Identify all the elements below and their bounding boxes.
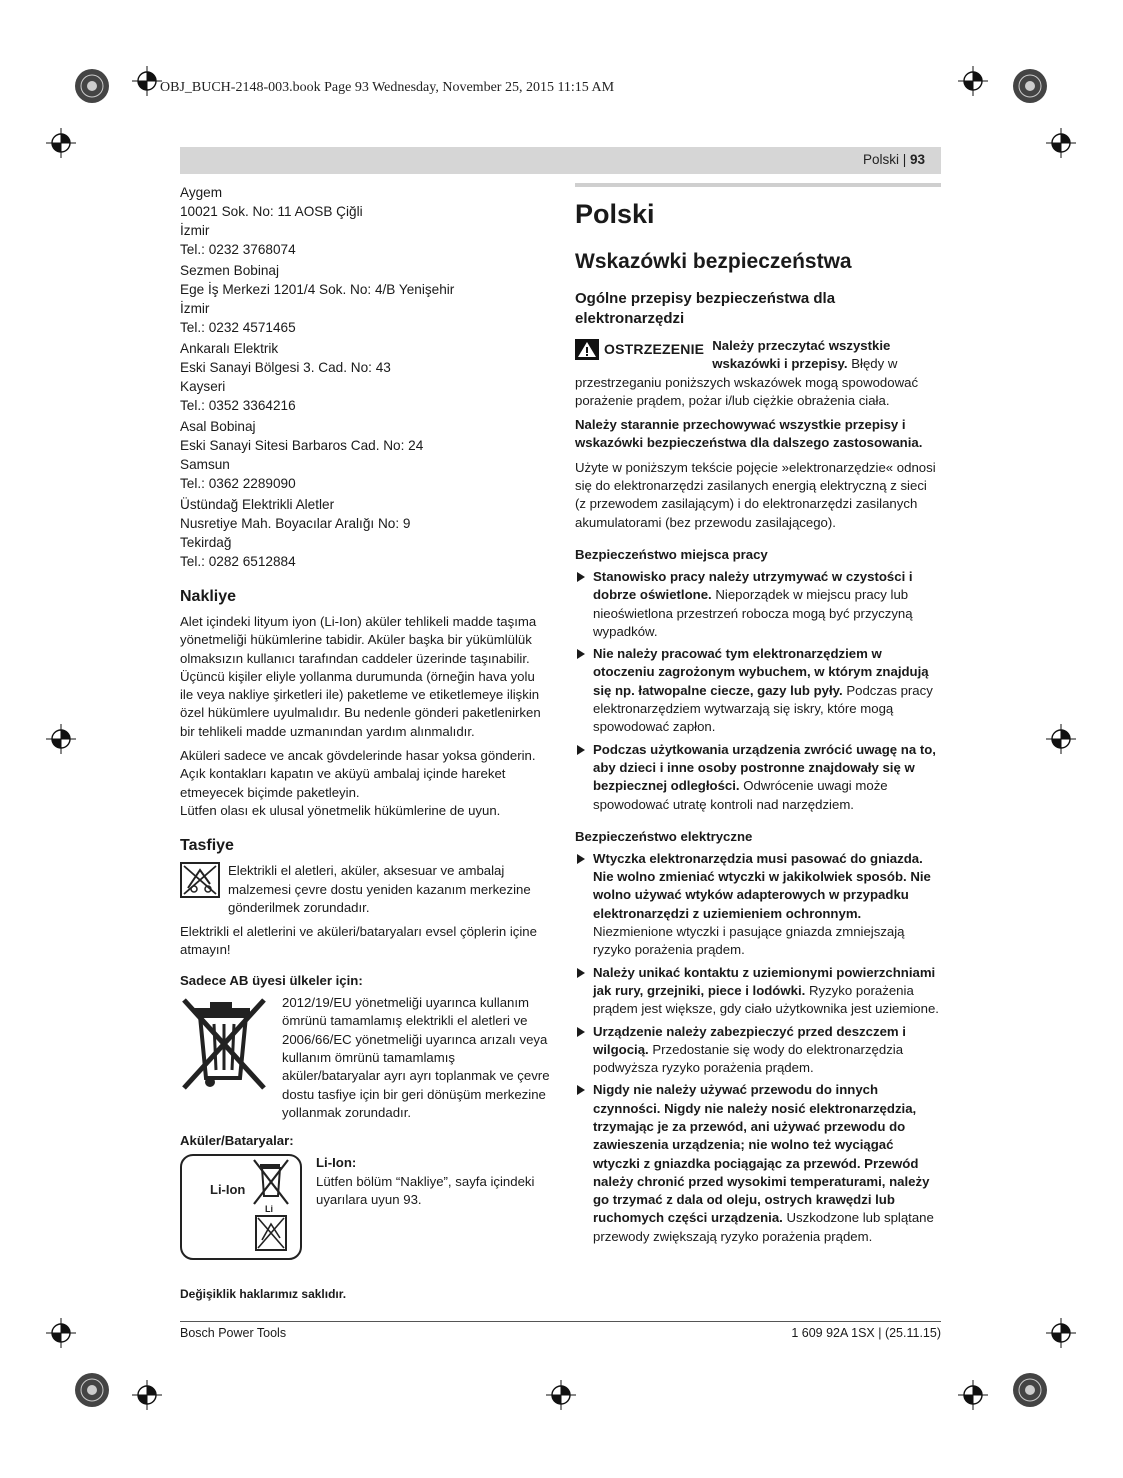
- warning-label: [575, 339, 704, 360]
- address-line: İzmir: [180, 223, 210, 238]
- registration-rosette-icon: [1012, 68, 1048, 104]
- crosshair-icon: [46, 724, 76, 754]
- warning-bold: Należy przeczytać wszystkie wskazówki i przepisy.: [712, 338, 891, 372]
- language-title: Polski: [575, 199, 655, 229]
- footer-right: 1 609 92A 1SX | (25.11.15): [791, 1326, 941, 1340]
- bullet-arrow-icon: [577, 572, 585, 582]
- safety-item-text: Uszkodzone lub splątane przewody zwiększają ryzyko porażenia prądem.: [593, 1210, 934, 1244]
- warning-word: OSTRZEZENIE: [604, 341, 705, 358]
- header-separator: |: [898, 152, 910, 167]
- header-section: Polski: [862, 152, 899, 167]
- warning-paragraph: [575, 337, 941, 410]
- registration-rosette-icon: [74, 68, 110, 104]
- crosshair-icon: [46, 128, 76, 158]
- page-number: 93: [909, 152, 925, 167]
- address-line: Tel.: 0352 3364216: [180, 398, 296, 413]
- footer-rule: [180, 1321, 941, 1322]
- address-line: Samsun: [180, 457, 230, 472]
- address-line: Aygem: [180, 185, 223, 200]
- address-line: Asal Bobinaj: [180, 419, 256, 434]
- address-line: Ege İş Merkezi 1201/4 Sok. No: 4/B Yenişehir: [180, 282, 455, 297]
- bullet-arrow-icon: [577, 968, 585, 978]
- li-ion-icon-label: Li-Ion: [210, 1182, 246, 1198]
- li-ion-icon: [180, 1154, 302, 1265]
- battery-row: [180, 1154, 550, 1265]
- bullet-arrow-icon: [577, 1027, 585, 1037]
- safety-item-bold: Nigdy nie należy używać przewodu do innych czynności. Nigdy nie należy nosić elektronarzędzia, trzymając je za przewód, ani używać przewodu do zawieszenia urządzenia; nie wolno też wyciągać wtyczki z gniazdka pociągając za przewód. Przewód należy chronić przed wysokimi temperaturami, należy go trzymać z dala od oleju, ostrych krawędzi lub ruchomych części urządzenia.: [593, 1082, 930, 1226]
- page-header-bar: [180, 147, 941, 174]
- tasfiye-p2: Elektrikli el aletlerini ve aküleri/bataryaları evsel çöplerin içine atmayın!: [180, 924, 537, 958]
- address-list: [180, 183, 550, 571]
- safety-item-bold: Nie należy pracować tym elektronarzędziem w otoczeniu zagrożonym wybuchem, w którym znajdują się np. łatwopalne ciecze, gazy lub pyły.: [593, 646, 929, 698]
- safety-item: [575, 645, 941, 736]
- address-line: Tel.: 0362 2289090: [180, 476, 296, 491]
- safety-item: [575, 1023, 941, 1078]
- address-line: Tekirdağ: [180, 535, 232, 550]
- address-line: Ankaralı Elektrik: [180, 341, 279, 356]
- crosshair-icon: [46, 1318, 76, 1348]
- sub-heading: Ogólne przepisy bezpieczeństwa dla elektronarzędzi: [575, 290, 836, 327]
- address-line: Eski Sanayi Sitesi Barbaros Cad. No: 24: [180, 438, 424, 453]
- battery-heading: Aküler/Bataryalar:: [180, 1133, 294, 1149]
- recycling-icon: [180, 862, 220, 917]
- address-line: Tel.: 0232 3768074: [180, 242, 296, 257]
- crosshair-icon: [1046, 1318, 1076, 1348]
- address-block: [180, 183, 550, 259]
- footnote: Değişiklik haklarımız saklıdır.: [180, 1287, 347, 1301]
- safety-item-text: Przedostanie się wody do elektronarzędzia podwyższa ryzyko porażenia prądem.: [593, 1041, 904, 1076]
- eu-row: [180, 994, 550, 1122]
- safety-item-bold: Podczas użytkowania urządzenia zwrócić uwagę na to, aby dzieci i inne osoby postronne znajdowały się w bezpiecznej odległości.: [593, 741, 936, 794]
- address-line: Tel.: 0232 4571465: [180, 320, 296, 335]
- address-block: [180, 495, 550, 571]
- address-line: 10021 Sok. No: 11 AOSB Çiğli: [180, 204, 363, 219]
- address-block: [180, 261, 550, 337]
- bullet-arrow-icon: [577, 745, 585, 755]
- bullet-arrow-icon: [577, 854, 585, 864]
- safety-item: [575, 741, 941, 814]
- left-column: [180, 183, 550, 1265]
- address-block: [180, 417, 550, 493]
- address-line: Nusretiye Mah. Boyacılar Aralığı No: 9: [180, 516, 411, 531]
- right-column: [575, 183, 941, 1250]
- crosshair-icon: [546, 1380, 576, 1410]
- address-block: [180, 339, 550, 415]
- crosshair-icon: [132, 66, 162, 96]
- safety-item: [575, 964, 941, 1019]
- tasfiye-p1: Elektrikli el aletleri, aküler, aksesuar ve ambalaj malzemesi çevre dostu yeniden kazanım merkezine gönderilmek zorundadır.: [228, 863, 531, 915]
- safety-item: [575, 1081, 941, 1246]
- crosshair-icon: [958, 66, 988, 96]
- address-line: İzmir: [180, 301, 210, 316]
- safety-item: [575, 568, 941, 641]
- safety-item: [575, 850, 941, 960]
- address-line: Sezmen Bobinaj: [180, 263, 279, 278]
- address-line: Eski Sanayi Bölgesi 3. Cad. No: 43: [180, 360, 391, 375]
- bullet-arrow-icon: [577, 1085, 585, 1095]
- footer-left: Bosch Power Tools: [180, 1326, 287, 1340]
- crosshair-icon: [132, 1380, 162, 1410]
- li-icon-label: Li: [265, 1204, 273, 1215]
- electrical-heading: Bezpieczeństwo elektryczne: [575, 828, 753, 844]
- li-ion-text: Lütfen bölüm “Nakliye”, sayfa içindeki uyarılara uyun 93.: [316, 1173, 535, 1208]
- warning-text: Błędy w przestrzeganiu poniższych wskazówek mogą spowodować porażenie prądem, pożar i/lub ciężkie obrażenia ciała.: [575, 356, 919, 408]
- safety-item-text: Podczas pracy elektronarzędziem wytwarzają się iskry, które mogą spowodować zapłon.: [593, 682, 933, 735]
- li-ion-text-block: [316, 1154, 550, 1265]
- keep-instructions: Należy starannie przechowywać wszystkie przepisy i wskazówki bezpieczeństwa dla dalszego zastosowania.: [575, 417, 923, 451]
- nakliye-p1: Alet içindeki lityum iyon (Li-Ion) aküler tehlikeli madde taşıma yönetmeliği hükümlerine tabidir. Aküler başka bir yükümlülük olmaksızın kullanıcı tarafından caddeler üzerinde taşınabilir. Üçüncü kişiler eliyle yollanma durumunda (örneğin hava yolu ile veya nakliye şirketleri ile) paketleme ve etiketlemeye ilişkin özel hükümlere uyulmalıdır. Bu nedenle gönderi paketlenirken bir tehlikeli madde uzmanından yardım alınmalıdır.: [180, 614, 541, 739]
- crossed-bin-icon: [180, 994, 268, 1122]
- safety-item-bold: Należy unikać kontaktu z uziemionymi powierzchniami jak rury, grzejniki, piece i lodówki.: [593, 964, 936, 998]
- warning-triangle-icon: [575, 339, 599, 360]
- title-rule: [575, 183, 941, 187]
- crosshair-icon: [958, 1380, 988, 1410]
- safety-item-text: Nieporządek w miejscu pracy lub nieoświetlona przestrzeń robocza mogą być przyczyną wypadków.: [593, 587, 913, 639]
- eu-text: 2012/19/EU yönetmeliği uyarınca kullanım ömrünü tamamlamış elektrikli el aletleri ve 2006/66/EC yönetmeliği uyarınca arızalı veya kullanım ömrünü tamamlamış aküler/bataryalar ayrı ayrı toplanmak ve çevre dostu tasfiye için bir geri dönüşüm merkezine yollanmak zorundadır.: [282, 995, 550, 1120]
- crosshair-icon: [1046, 128, 1076, 158]
- safety-item-bold: Urządzenie należy zabezpieczyć przed deszczem i wilgocią.: [593, 1023, 906, 1057]
- registration-rosette-icon: [74, 1372, 110, 1408]
- tasfiye-heading: Tasfiye: [180, 837, 234, 855]
- print-header: OBJ_BUCH-2148-003.book Page 93 Wednesday, November 25, 2015 11:15 AM: [160, 80, 615, 95]
- workplace-heading: Bezpieczeństwo miejsca pracy: [575, 546, 768, 562]
- tasfiye-row: [180, 862, 550, 917]
- definition-text: Użyte w poniższym tekście pojęcie »elektronarzędzie« odnosi się do elektronarzędzi zasilanych energią elektryczną z sieci (z przewodem zasilającym) i do elektronarzędzi zasilanych akumulatorami (bez przewodu zasilającego).: [575, 459, 936, 530]
- crosshair-icon: [1046, 724, 1076, 754]
- address-line: Kayseri: [180, 379, 226, 394]
- nakliye-heading: Nakliye: [180, 588, 237, 605]
- li-ion-label: Li-Ion:: [316, 1155, 357, 1171]
- workplace-list: [575, 568, 941, 814]
- safety-item-bold: Wtyczka elektronarzędzia musi pasować do gniazda. Nie wolno zmieniać wtyczki w jakikolwiek sposób. Nie wolno używać wtyków adapterowych w przypadku elektronarzędzi z uziemieniem ochronnym.: [593, 850, 931, 921]
- address-line: Üstündağ Elektrikli Aletler: [180, 497, 335, 512]
- page-header: [863, 152, 925, 167]
- main-heading: Wskazówki bezpieczeństwa: [575, 250, 852, 273]
- nakliye-p3: Lütfen olası ek ulusal yönetmelik hükümlerine de uyun.: [180, 802, 501, 818]
- registration-rosette-icon: [1012, 1372, 1048, 1408]
- safety-item-text: Niezmienione wtyczki i pasujące gniazda zmniejszają ryzyko porażenia prądem.: [593, 924, 905, 958]
- nakliye-p2: Aküleri sadece ve ancak gövdelerinde hasar yoksa gönderin. Açık kontakları kapatın ve aküyü ambalaj içinde hareket etmeyecek biçimde paketleyin.: [180, 748, 536, 800]
- address-line: Tel.: 0282 6512884: [180, 554, 296, 569]
- safety-item-bold: Stanowisko pracy należy utrzymywać w czystości i dobrze oświetlone.: [593, 568, 913, 603]
- bullet-arrow-icon: [577, 649, 585, 659]
- eu-heading: Sadece AB üyesi ülkeler için:: [180, 972, 363, 988]
- safety-item-text: Odwrócenie uwagi może spowodować utratę kontroli nad narzędziem.: [593, 778, 888, 812]
- safety-item-text: Ryzyko porażenia prądem jest większe, gdy ciało użytkownika jest uziemione.: [593, 982, 939, 1017]
- electrical-list: [575, 850, 941, 1246]
